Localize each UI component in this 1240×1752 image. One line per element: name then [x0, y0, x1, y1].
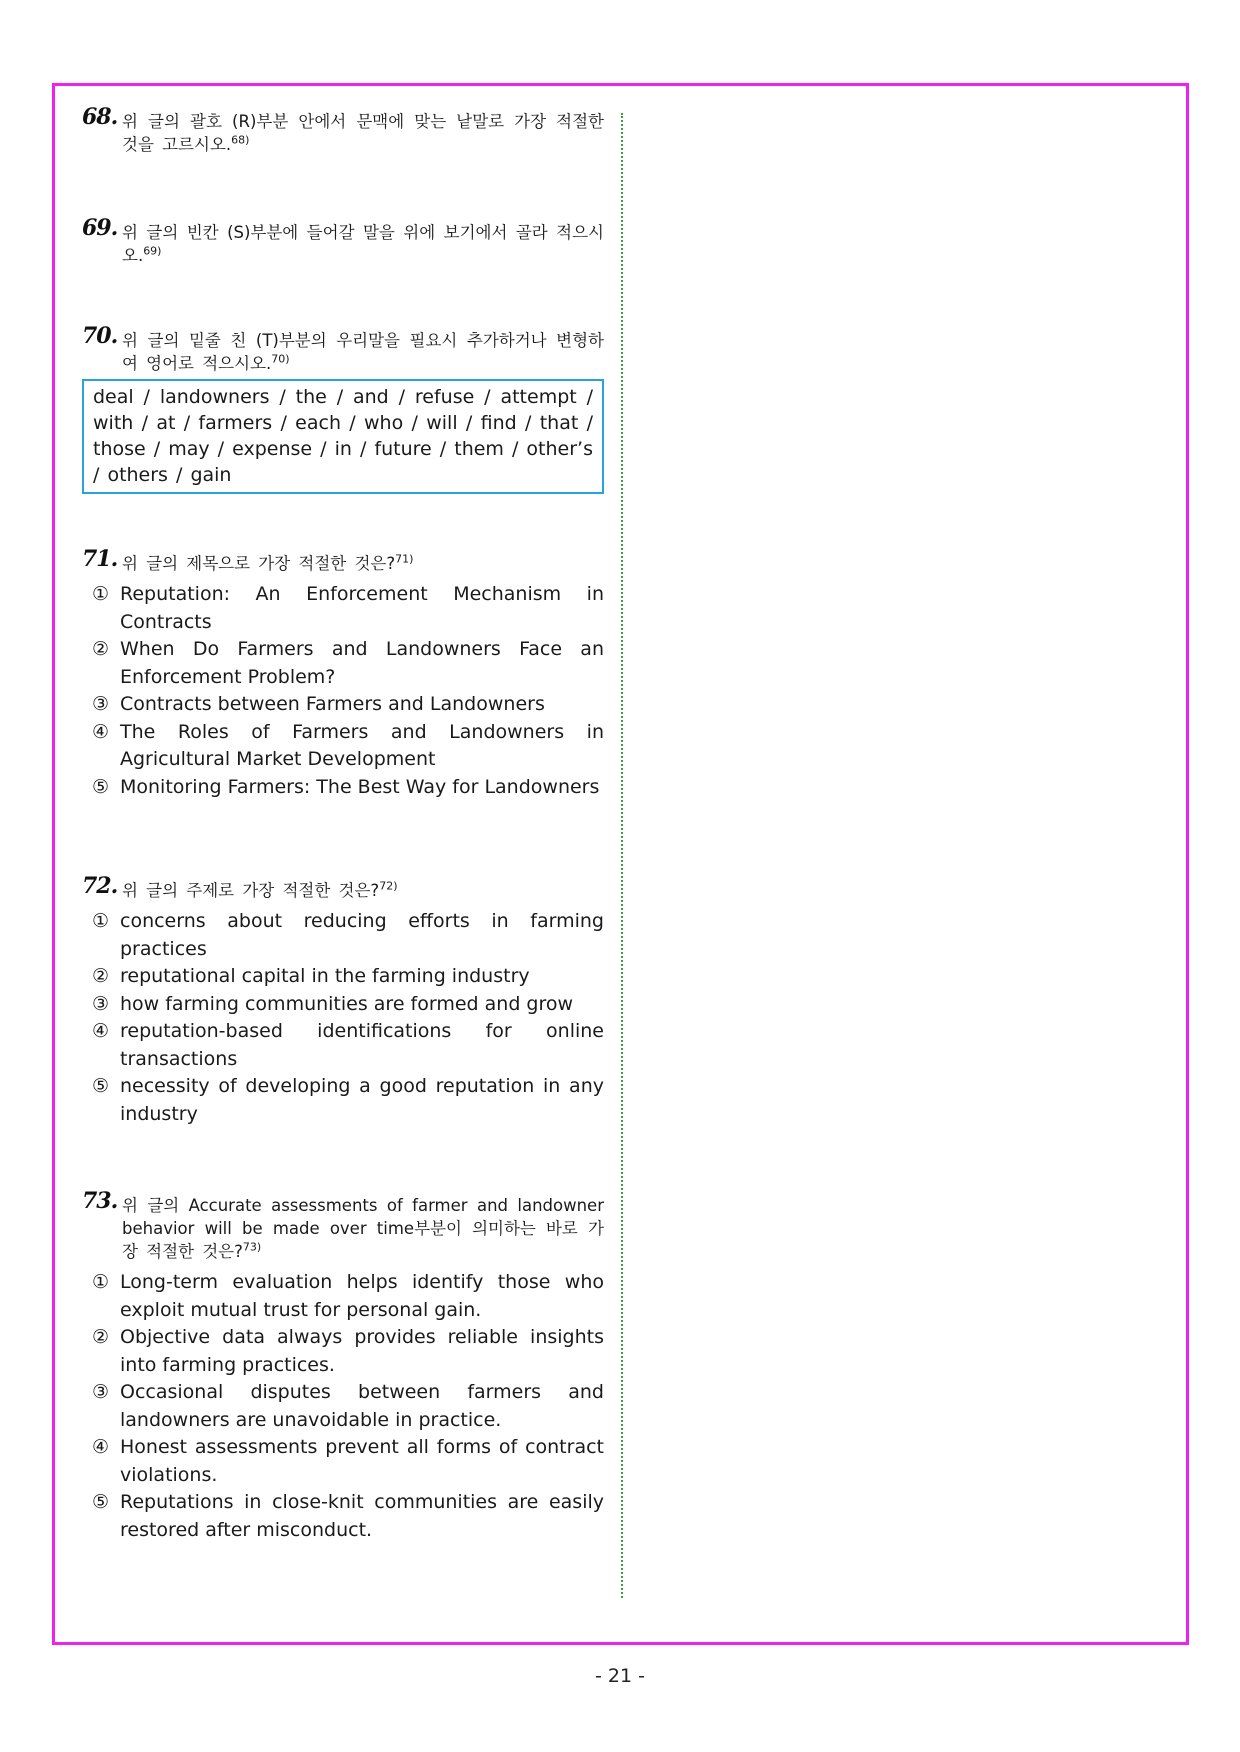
option-marker: ④ — [92, 1020, 110, 1042]
footnote-ref: 72) — [379, 879, 398, 893]
option-text: Reputation: An Enforcement Mechanism in Contracts — [120, 583, 604, 633]
question-69 — [82, 215, 604, 267]
question-prompt: 위 글의 주제로 가장 적절한 것은? — [122, 881, 380, 900]
question-number: 71. — [82, 546, 118, 572]
word-bank-box: deal / landowners / the / and / refuse / attempt / with / at / farmers / each / who / will / find / that / those / may / expense / in / future / them / other’s / others / gain — [82, 379, 604, 494]
answer-options — [82, 581, 604, 801]
question-prompt: 위 글의 제목으로 가장 적절한 것은? — [122, 554, 396, 573]
question-number: 68. — [82, 104, 118, 130]
option-text: Monitoring Farmers: The Best Way for Landowners — [120, 775, 600, 798]
answer-option-5[interactable] — [82, 774, 604, 802]
option-text: Long-term evaluation helps identify those who exploit mutual trust for personal gain. — [120, 1271, 604, 1321]
option-text: how farming communities are formed and grow — [120, 992, 574, 1015]
option-marker: ⑤ — [92, 1491, 110, 1513]
answer-option-4[interactable] — [82, 1018, 604, 1073]
answer-option-1[interactable] — [82, 908, 604, 963]
question-71-header — [82, 546, 604, 575]
option-text: reputational capital in the farming industry — [120, 965, 530, 987]
question-prompt: 위 글의 Accurate assessments of farmer and landowner behavior will be made over time부분이 의미하는 바로 가장 적절한 것은? — [122, 1196, 604, 1261]
left-column — [82, 104, 604, 1544]
question-71 — [82, 546, 604, 801]
option-text: When Do Farmers and Landowners Face an Enforcement Problem? — [120, 638, 604, 688]
question-68 — [82, 104, 604, 156]
option-marker: ② — [92, 965, 110, 987]
option-text: Honest assessments prevent all forms of contract violations. — [120, 1436, 604, 1486]
footnote-ref: 73) — [242, 1240, 262, 1254]
column-divider — [621, 113, 623, 1598]
answer-option-4[interactable] — [82, 719, 604, 774]
option-text: necessity of developing a good reputation in any industry — [120, 1075, 604, 1125]
question-69-header — [82, 215, 604, 267]
option-marker: ③ — [92, 693, 110, 715]
option-marker: ① — [92, 1271, 110, 1293]
option-text: Occasional disputes between farmers and landowners are unavoidable in practice. — [120, 1381, 604, 1431]
option-text: Reputations in close-knit communities are easily restored after misconduct. — [120, 1491, 604, 1541]
answer-options — [82, 908, 604, 1128]
option-text: Contracts between Farmers and Landowners — [120, 693, 545, 715]
question-73 — [82, 1188, 604, 1544]
answer-option-5[interactable] — [82, 1489, 604, 1544]
answer-option-2[interactable] — [82, 963, 604, 991]
answer-options — [82, 1269, 604, 1544]
option-marker: ⑤ — [92, 1075, 110, 1097]
question-72-header — [82, 873, 604, 902]
footnote-ref: 68) — [231, 133, 250, 147]
question-70 — [82, 323, 604, 494]
question-68-header — [82, 104, 604, 156]
answer-option-4[interactable] — [82, 1434, 604, 1489]
option-marker: ① — [92, 583, 110, 605]
answer-option-2[interactable] — [82, 1324, 604, 1379]
question-number: 69. — [82, 215, 118, 241]
question-number: 70. — [82, 323, 118, 349]
option-text: Objective data always provides reliable insights into farming practices. — [120, 1326, 604, 1376]
page-number: - 21 - — [595, 1665, 645, 1687]
answer-option-1[interactable] — [82, 1269, 604, 1324]
answer-option-1[interactable] — [82, 581, 604, 636]
option-marker: ③ — [92, 1381, 110, 1403]
footnote-ref: 71) — [395, 552, 414, 566]
answer-option-3[interactable] — [82, 991, 604, 1019]
option-marker: ④ — [92, 720, 110, 743]
answer-option-3[interactable] — [82, 1379, 604, 1434]
question-prompt: 위 글의 빈칸 (S)부분에 들어갈 말을 위에 보기에서 골라 적으시오. — [122, 223, 604, 265]
answer-option-5[interactable] — [82, 1073, 604, 1128]
question-prompt: 위 글의 밑줄 친 (T)부분의 우리말을 필요시 추가하거나 변형하여 영어로 적으시오. — [122, 331, 604, 373]
answer-option-2[interactable] — [82, 636, 604, 691]
footnote-ref: 70) — [271, 352, 290, 366]
question-73-header — [82, 1188, 604, 1263]
footnote-ref: 69) — [143, 244, 162, 258]
question-70-header — [82, 323, 604, 375]
option-marker: ② — [92, 1326, 110, 1348]
option-marker: ① — [92, 910, 110, 932]
answer-option-3[interactable] — [82, 691, 604, 719]
option-text: reputation-based identifications for online transactions — [120, 1020, 604, 1070]
question-72 — [82, 873, 604, 1128]
option-marker: ⑤ — [92, 775, 110, 798]
option-marker: ② — [92, 638, 110, 660]
option-marker: ③ — [92, 992, 110, 1015]
question-number: 73. — [82, 1188, 118, 1214]
question-prompt: 위 글의 괄호 (R)부분 안에서 문맥에 맞는 낱말로 가장 적절한 것을 고르시오. — [122, 112, 604, 154]
option-marker: ④ — [92, 1436, 110, 1458]
option-text: The Roles of Farmers and Landowners in Agricultural Market Development — [120, 720, 604, 770]
option-text: concerns about reducing efforts in farming practices — [120, 910, 604, 960]
question-number: 72. — [82, 873, 118, 899]
